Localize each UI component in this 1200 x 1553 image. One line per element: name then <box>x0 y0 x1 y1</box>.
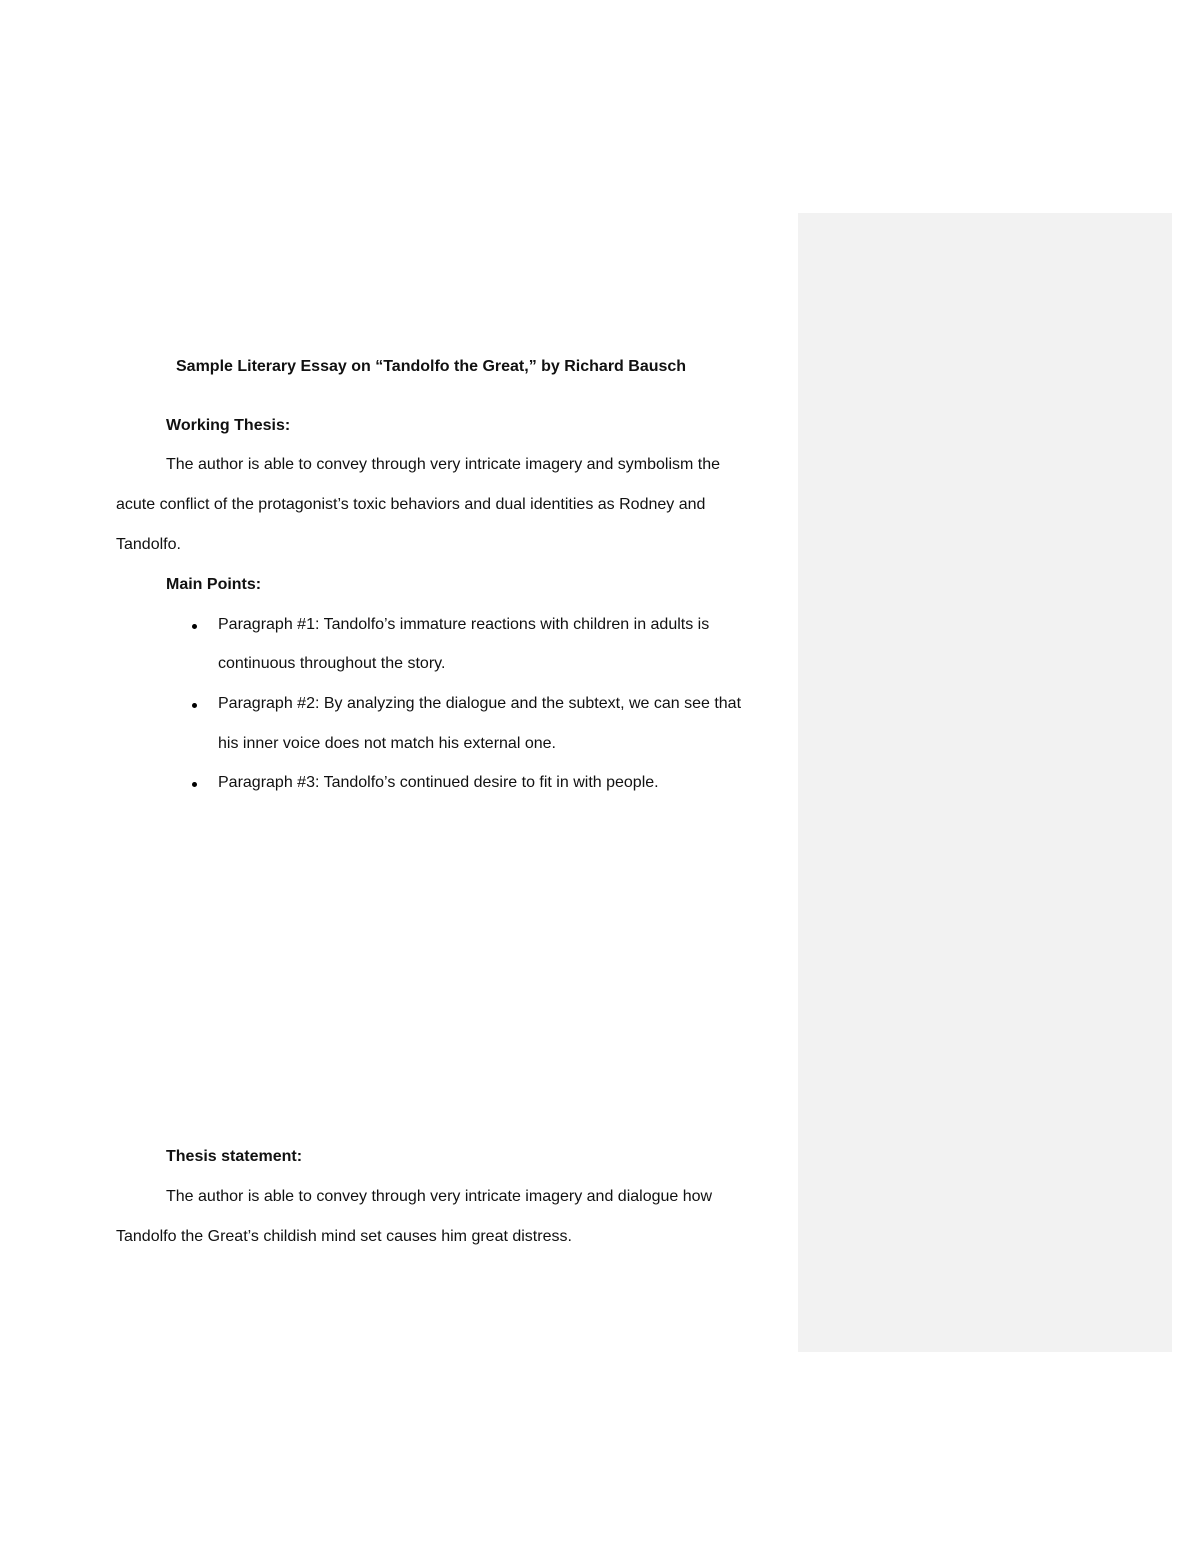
main-point-line: Paragraph #1: Tandolfo’s immature reactions with children in adults is <box>218 616 710 633</box>
main-points-heading: Main Points: <box>166 576 262 593</box>
working-thesis-heading: Working Thesis: <box>166 417 291 434</box>
working-thesis-line: Tandolfo. <box>116 536 181 553</box>
working-thesis-line: acute conflict of the protagonist’s toxic behaviors and dual identities as Rodney and <box>116 496 706 513</box>
working-thesis-line: The author is able to convey through very intricate imagery and symbolism the <box>166 456 721 473</box>
thesis-statement-line: The author is able to convey through very intricate imagery and dialogue how <box>166 1188 713 1205</box>
bullet-icon <box>192 624 197 629</box>
main-point-line: Paragraph #3: Tandolfo’s continued desire to fit in with people. <box>218 774 659 791</box>
bullet-icon <box>192 703 197 708</box>
thesis-statement-line: Tandolfo the Great’s childish mind set causes him great distress. <box>116 1228 572 1245</box>
bullet-icon <box>192 782 197 787</box>
thesis-statement-heading: Thesis statement: <box>166 1148 303 1165</box>
main-point-line: Paragraph #2: By analyzing the dialogue and the subtext, we can see that <box>218 695 742 712</box>
essay-title: Sample Literary Essay on “Tandolfo the Great,” by Richard Bausch <box>176 358 687 375</box>
main-point-line: continuous throughout the story. <box>218 655 446 672</box>
main-point-line: his inner voice does not match his external one. <box>218 735 556 752</box>
comment-margin-pane <box>798 213 1172 1352</box>
